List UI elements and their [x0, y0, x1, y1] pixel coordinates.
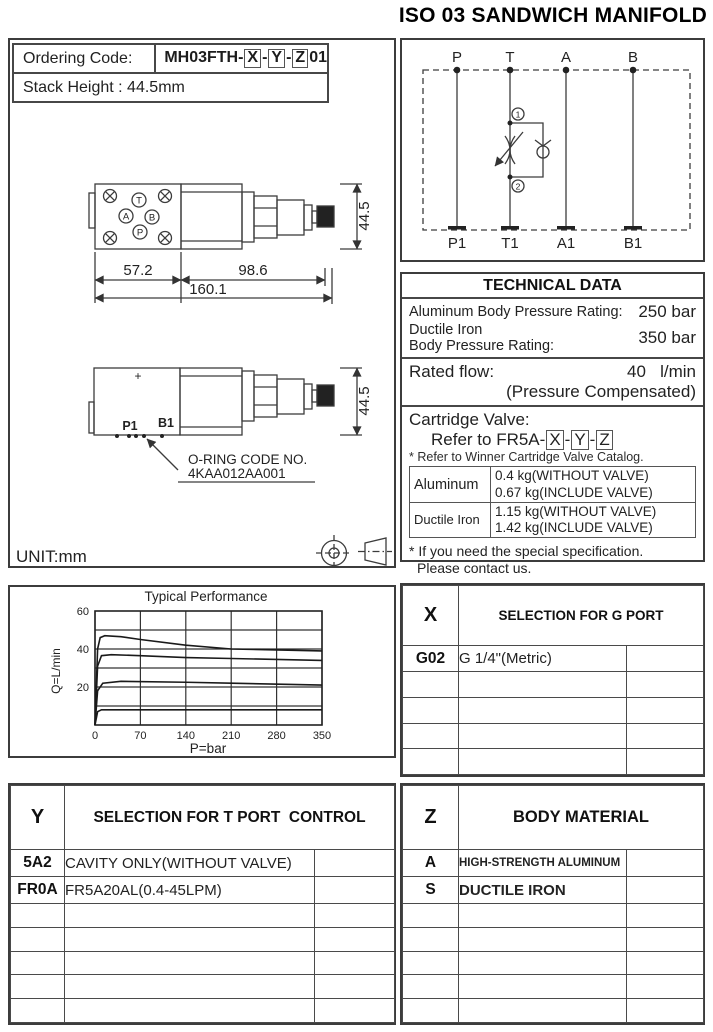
cartridge-note: * Refer to Winner Cartridge Valve Catalog. — [409, 450, 644, 464]
rated-flow-label: Rated flow: — [409, 362, 495, 381]
special-note: * If you need the special specification. Please contact us. — [409, 543, 644, 576]
cartridge-y-box: Y — [571, 430, 588, 450]
valve-drawings — [10, 40, 394, 566]
cartridge-z-box: Z — [596, 430, 612, 450]
y-tick-label: 60 — [76, 606, 89, 618]
weight-line: 1.15 kg(WITHOUT VALVE) — [495, 503, 657, 519]
empty-row — [403, 723, 704, 749]
port-label-p: P — [136, 227, 144, 239]
table-row — [11, 877, 395, 904]
z-letter: Z — [403, 786, 459, 850]
weight-material: Aluminum — [410, 467, 491, 502]
technical-data-panel — [400, 272, 705, 576]
ordering-code-value — [156, 49, 327, 68]
table-row — [403, 850, 704, 877]
performance-chart — [10, 587, 394, 756]
rated-flow-section — [402, 357, 703, 405]
ordering-code-label: Ordering Code: — [14, 45, 156, 72]
empty-row — [11, 999, 395, 1023]
empty-row — [11, 927, 395, 951]
empty-row — [403, 999, 704, 1023]
dim-57-2: 57.2 — [123, 262, 153, 279]
z-row-desc: DUCTILE IRON — [459, 877, 627, 904]
schem-port-t: T — [505, 49, 515, 66]
performance-chart-panel — [8, 585, 396, 758]
empty-row — [403, 951, 704, 975]
dim-44-5-side: 44.5 — [356, 386, 373, 416]
selection-table-z — [400, 783, 705, 1025]
dim-98-6: 98.6 — [238, 262, 268, 279]
ductile-rating-value: 350 bar — [638, 328, 696, 347]
table-header-row — [11, 786, 395, 850]
code-y-box: Y — [268, 49, 285, 68]
schem-port-t1: T1 — [501, 235, 519, 252]
y-tick-label: 40 — [76, 644, 89, 656]
code-sep: - — [286, 49, 292, 67]
weight-line: 0.4 kg(WITHOUT VALVE) — [495, 468, 649, 484]
x-title: SELECTION FOR G PORT — [459, 586, 704, 646]
empty-row — [11, 951, 395, 975]
empty-row — [403, 927, 704, 951]
x-tick-label: 70 — [134, 730, 147, 742]
page-title: ISO 03 SANDWICH MANIFOLD — [398, 4, 707, 27]
drawing-panel — [8, 38, 396, 568]
x-letter: X — [403, 586, 459, 646]
schem-node-2: 2 — [515, 181, 521, 192]
code-suffix: 01 — [309, 49, 327, 67]
chart-curve-2 — [95, 655, 322, 725]
code-z-box: Z — [292, 49, 308, 68]
empty-row — [403, 697, 704, 723]
stack-height-label: Stack Height : 44.5mm — [23, 78, 185, 96]
table-row — [403, 646, 704, 672]
table-row — [410, 467, 696, 502]
side-port-p1: P1 — [122, 419, 138, 433]
oring-callout-line — [147, 439, 178, 470]
x-tick-label: 140 — [176, 730, 195, 742]
cartridge-label: Cartridge Valve: — [409, 410, 530, 429]
schematic-nodes — [448, 67, 642, 230]
empty-row — [11, 904, 395, 928]
weight-table — [409, 466, 696, 538]
chart-xlabel: P=bar — [189, 741, 227, 756]
schem-port-b: B — [627, 49, 639, 66]
cartridge-valve-section — [402, 405, 703, 580]
y-row-code: 5A2 — [11, 850, 65, 877]
schem-port-a1: A1 — [556, 235, 576, 252]
x-tick-label: 0 — [91, 730, 99, 742]
chart-curve-3 — [95, 681, 322, 725]
weight-material: Ductile Iron — [410, 502, 491, 537]
port-label-b: B — [148, 212, 156, 224]
y-title: SELECTION FOR T PORT CONTROL — [65, 786, 395, 850]
empty-row — [403, 749, 704, 775]
x-tick-label: 280 — [267, 730, 286, 742]
z-row-code: A — [403, 850, 459, 877]
table-header-row — [403, 586, 704, 646]
weight-line: 0.67 kg(INCLUDE VALVE) — [495, 484, 653, 500]
aluminum-rating-value: 250 bar — [638, 302, 696, 321]
selection-table-x — [400, 583, 705, 777]
empty-row — [403, 904, 704, 928]
ordering-code-block — [12, 43, 329, 103]
cartridge-valve-side — [242, 371, 334, 421]
oring-code-number: 4KAA012AA001 — [188, 466, 286, 481]
pressure-rating-section — [402, 299, 703, 357]
cartridge-x-box: X — [546, 430, 563, 450]
schem-port-b1: B1 — [623, 235, 643, 252]
code-sep: - — [262, 49, 268, 67]
chart-curve-4 — [95, 710, 322, 725]
dimension-lines-top-view — [95, 184, 362, 304]
empty-row — [11, 975, 395, 999]
schem-port-p: P — [451, 49, 463, 66]
chart-plot-area — [77, 606, 331, 742]
ductile-rating-label: Ductile Iron Body Pressure Rating: — [409, 322, 555, 354]
y-letter: Y — [11, 786, 65, 850]
table-row — [410, 502, 696, 537]
z-title: BODY MATERIAL — [459, 786, 704, 850]
aluminum-rating-label: Aluminum Body Pressure Rating: — [409, 304, 623, 320]
ordering-code-row — [14, 45, 327, 74]
x-row-code: G02 — [403, 646, 459, 672]
code-x-box: X — [244, 49, 261, 68]
chart-ylabel: Q=L/min — [49, 648, 63, 694]
side-port-b1: B1 — [158, 416, 174, 430]
projection-symbol-icon — [316, 535, 392, 566]
weight-line: 1.42 kg(INCLUDE VALVE) — [495, 519, 653, 535]
x-tick-label: 350 — [312, 730, 332, 742]
dim-44-5-top: 44.5 — [356, 201, 373, 231]
empty-row — [403, 672, 704, 698]
port-label-a: A — [122, 211, 130, 223]
hydraulic-schematic — [402, 40, 703, 260]
y-tick-label: 20 — [76, 682, 89, 694]
chart-title: Typical Performance — [144, 589, 268, 604]
rated-flow-note: (Pressure Compensated) — [506, 382, 696, 401]
rated-flow-value: 40 l/min — [627, 362, 696, 381]
schem-port-p1: P1 — [447, 235, 467, 252]
cartridge-ref: Refer to FR5A- X - Y - Z — [409, 430, 696, 450]
selection-table-y — [8, 783, 396, 1025]
technical-data-header: TECHNICAL DATA — [402, 274, 703, 299]
table-header-row — [403, 786, 704, 850]
table-row — [403, 877, 704, 904]
stack-height-row — [14, 74, 327, 101]
empty-row — [403, 975, 704, 999]
plus-mark: + — [134, 369, 142, 383]
z-row-code: S — [403, 877, 459, 904]
oring-code-label: O-RING CODE NO. — [188, 452, 308, 467]
x-tick-label: 210 — [222, 730, 241, 742]
schematic-lines — [423, 70, 690, 230]
schem-node-1: 1 — [515, 109, 521, 120]
port-label-t: T — [136, 195, 142, 207]
table-row — [11, 850, 395, 877]
y-row-desc: CAVITY ONLY(WITHOUT VALVE) — [65, 850, 315, 877]
schem-port-a: A — [560, 49, 572, 66]
x-row-desc: G 1/4"(Metric) — [459, 646, 627, 672]
y-row-desc: FR5A20AL(0.4-45LPM) — [65, 877, 315, 904]
unit-label: UNIT:mm — [16, 547, 87, 566]
z-row-desc: HIGH-STRENGTH ALUMINUM — [459, 850, 627, 877]
dim-160-1: 160.1 — [189, 281, 227, 298]
schematic-panel — [400, 38, 705, 262]
cartridge-valve-top — [242, 192, 334, 242]
code-prefix: MH03FTH- — [164, 49, 244, 67]
y-row-code: FR0A — [11, 877, 65, 904]
